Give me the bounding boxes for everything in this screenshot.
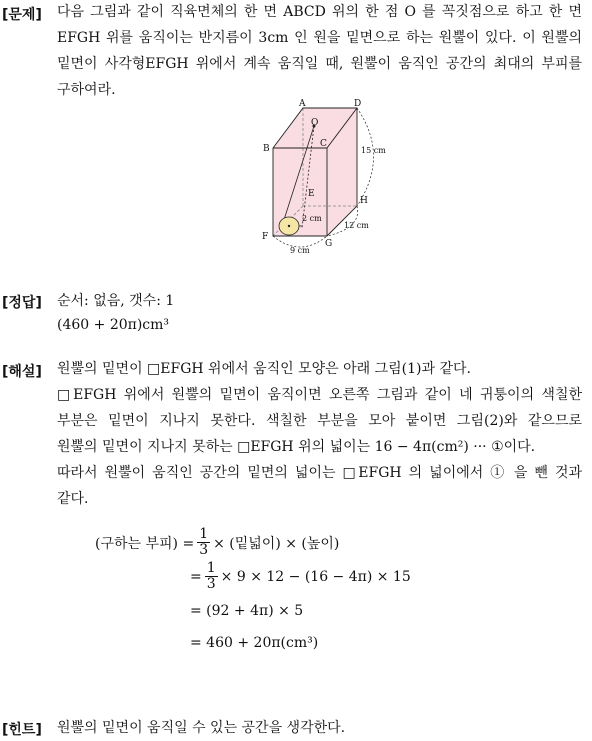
cuboid-diagram bbox=[262, 98, 398, 258]
frac-den: 3 bbox=[199, 542, 209, 558]
label-a: A bbox=[299, 99, 306, 109]
fraction-one-third bbox=[197, 527, 210, 558]
math-row-4 bbox=[190, 635, 318, 651]
label-width: 9 cm bbox=[290, 246, 310, 255]
label-o: O bbox=[311, 118, 319, 128]
problem-line: 밑면이 사각형EFGH 위에서 계속 움직일 때, 원뿔이 움직인 공간의 최대의 부피를 bbox=[57, 56, 582, 72]
label-radius: 2 cm bbox=[302, 214, 322, 223]
solution-line: 원뿔의 밑면이 □EFGH 위에서 움직인 모양은 아래 그림(1)과 같다. bbox=[57, 361, 471, 377]
math-row-1 bbox=[95, 527, 339, 558]
math-row-3 bbox=[190, 603, 303, 619]
problem-tag: [문제] bbox=[2, 7, 42, 23]
answer-tag: [정답] bbox=[2, 295, 42, 311]
label-c: C bbox=[320, 139, 327, 149]
fraction-one-third bbox=[205, 561, 218, 592]
math-row2-rest: × 9 × 12 − (16 − 4π) × 15 bbox=[220, 568, 411, 585]
math-row4-text: = 460 + 20π(cm³) bbox=[190, 635, 319, 651]
solution-line: 따라서 원뿔이 움직인 공간의 밑면의 넓이는 □EFGH 의 넓이에서 ① 을 뺀 것과 bbox=[57, 465, 582, 481]
label-d: D bbox=[354, 99, 362, 109]
problem-line: 다음 그림과 같이 직육면체의 한 면 ABCD 위의 한 점 O 를 꼭짓점으로 하고 한 면 bbox=[57, 4, 582, 20]
label-h: H bbox=[360, 196, 368, 206]
hint-text bbox=[57, 715, 582, 741]
height-arc bbox=[357, 108, 374, 206]
solution-line: □EFGH 위에서 원뿔의 밑면이 움직이면 오른쪽 그림과 같이 네 귀퉁이의 색칠한 bbox=[57, 387, 582, 403]
math-lhs: (구하는 부피) = bbox=[95, 535, 195, 552]
solution-line: 부분은 밑면이 지나지 못한다. 색칠한 부분을 모아 붙이면 그림(2)와 같으므로 bbox=[57, 413, 582, 429]
label-depth: 12 cm bbox=[344, 221, 369, 230]
label-e: E bbox=[308, 189, 315, 199]
answer-text bbox=[57, 288, 582, 338]
problem-line: EFGH 위를 움직이는 반지름이 3cm 인 원을 밑면으로 하는 원뿔이 있다. 이 원뿔의 bbox=[57, 30, 582, 46]
label-b: B bbox=[263, 144, 270, 154]
label-f: F bbox=[262, 232, 269, 242]
hint-line: 원뿔의 밑면이 움직일 수 있는 공간을 생각한다. bbox=[57, 720, 346, 736]
frac-num: 1 bbox=[206, 560, 216, 576]
label-height: 15 cm bbox=[361, 146, 386, 155]
frac-den: 3 bbox=[206, 576, 216, 592]
answer-line-1: 순서: 없음, 갯수: 1 bbox=[57, 293, 175, 309]
math-row2-eq: = bbox=[190, 568, 202, 585]
problem-line: 구하여라. bbox=[57, 82, 116, 98]
math-row-2 bbox=[190, 561, 411, 592]
hint-tag: [힌트] bbox=[2, 722, 42, 738]
solution-line: 같다. bbox=[57, 491, 89, 507]
frac-num: 1 bbox=[199, 526, 209, 542]
math-row3-text: = (92 + 4π) × 5 bbox=[190, 603, 304, 619]
solution-tag: [해설] bbox=[2, 364, 42, 380]
label-g: G bbox=[325, 239, 333, 249]
cuboid-cone-figure bbox=[262, 98, 398, 258]
problem-text bbox=[57, 0, 582, 103]
answer-line-2: (460 + 20π)cm³ bbox=[57, 317, 170, 333]
solution-line: 원뿔의 밑면이 지나지 못하는 □EFGH 위의 넓이는 16 − 4π(cm²) ··· ①이다. bbox=[57, 439, 536, 455]
math-row1-rest: × (밑넓이) × (높이) bbox=[213, 535, 340, 552]
cone-base-center bbox=[288, 225, 290, 227]
solution-text bbox=[57, 356, 582, 512]
